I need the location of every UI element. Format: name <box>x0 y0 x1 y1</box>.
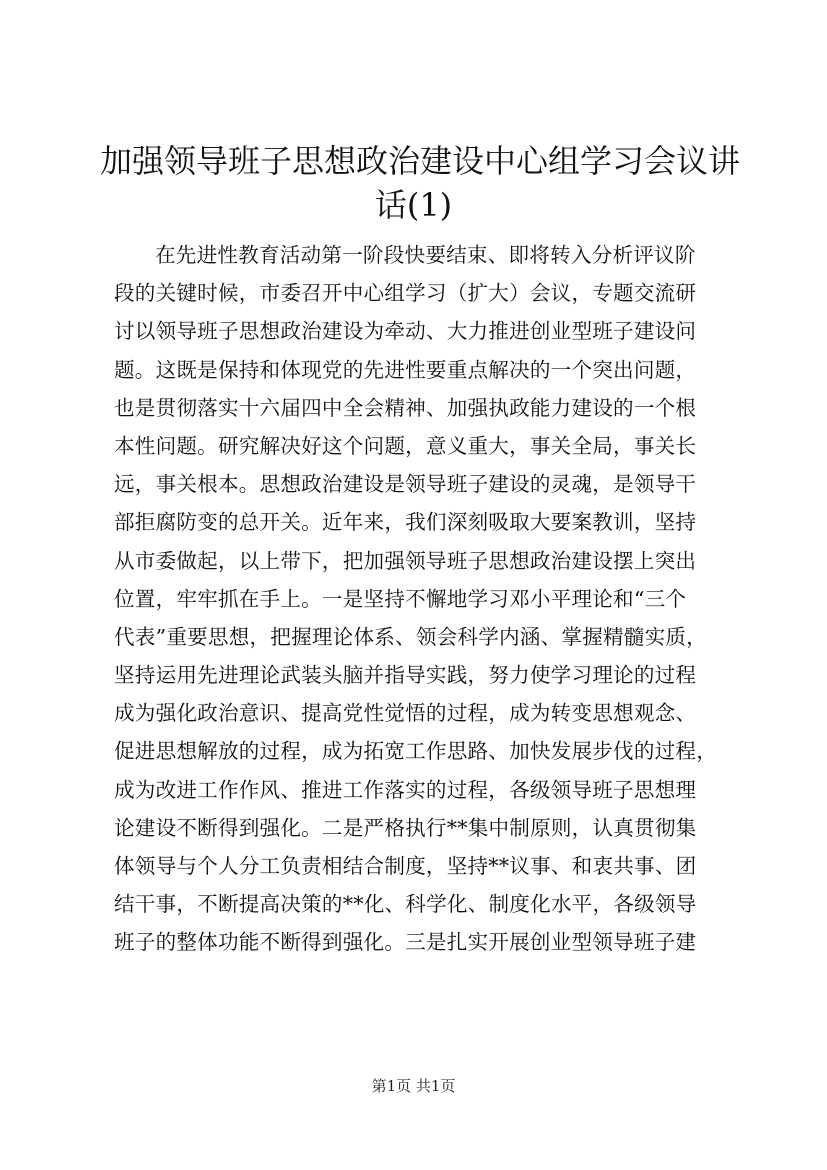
page-footer: 第1页 共1页 <box>371 1077 456 1095</box>
document-title <box>100 139 741 227</box>
text-line: 段的关键时候，市委召开中心组学习（扩大）会议，专题交流研 <box>114 281 697 306</box>
text-line: 论建设不断得到强化。二是严格执行**集中制原则，认真贯彻集 <box>114 815 697 840</box>
text-line: 题。这既是保持和体现党的先进性要重点解决的一个突出问题， <box>114 357 697 382</box>
text-line: 部拒腐防变的总开关。近年来，我们深刻吸取大要案教训，坚持 <box>114 510 697 535</box>
title-line-1: 加强领导班子思想政治建设中心组学习会议讲 <box>100 142 741 180</box>
body-paragraph <box>114 236 734 962</box>
text-line: 班子的整体功能不断得到强化。三是扎实开展创业型领导班子建 <box>114 930 697 955</box>
text-line: 位置，牢牢抓在手上。一是坚持不懈地学习邓小平理论和“三个 <box>114 586 687 611</box>
text-line: 体领导与个人分工负责相结合制度，坚持**议事、和衷共事、团 <box>114 854 697 878</box>
text-line: 坚持运用先进理论武装头脑并指导实践，努力使学习理论的过程 <box>114 663 697 688</box>
title-line-2: 话(1) <box>374 186 453 224</box>
text-line: 代表”重要思想，把握理论体系、领会科学内涵、掌握精髓实质， <box>114 624 707 649</box>
text-line: 也是贯彻落实十六届四中全会精神、加强执政能力建设的一个根 <box>114 395 697 420</box>
text-line: 从市委做起，以上带下，把加强领导班子思想政治建设摆上突出 <box>114 548 697 573</box>
text-line: 结干事，不断提高决策的**化、科学化、制度化水平，各级领导 <box>114 892 697 917</box>
text-line: 促进思想解放的过程，成为拓宽工作思路、加快发展步伐的过程， <box>114 739 718 764</box>
text-line: 成为改进工作作风、推进工作落实的过程，各级领导班子思想理 <box>114 777 697 802</box>
text-line: 在先进性教育活动第一阶段快要结束、即将转入分析评议阶 <box>155 243 696 267</box>
text-line: 本性问题。研究解决好这个问题，意义重大，事关全局，事关长 <box>114 433 697 458</box>
text-line: 远，事关根本。思想政治建设是领导班子建设的灵魂，是领导干 <box>114 472 697 497</box>
text-line: 成为强化政治意识、提高党性觉悟的过程，成为转变思想观念、 <box>114 701 697 726</box>
text-line: 讨以领导班子思想政治建设为牵动、大力推进创业型班子建设问 <box>114 319 697 344</box>
